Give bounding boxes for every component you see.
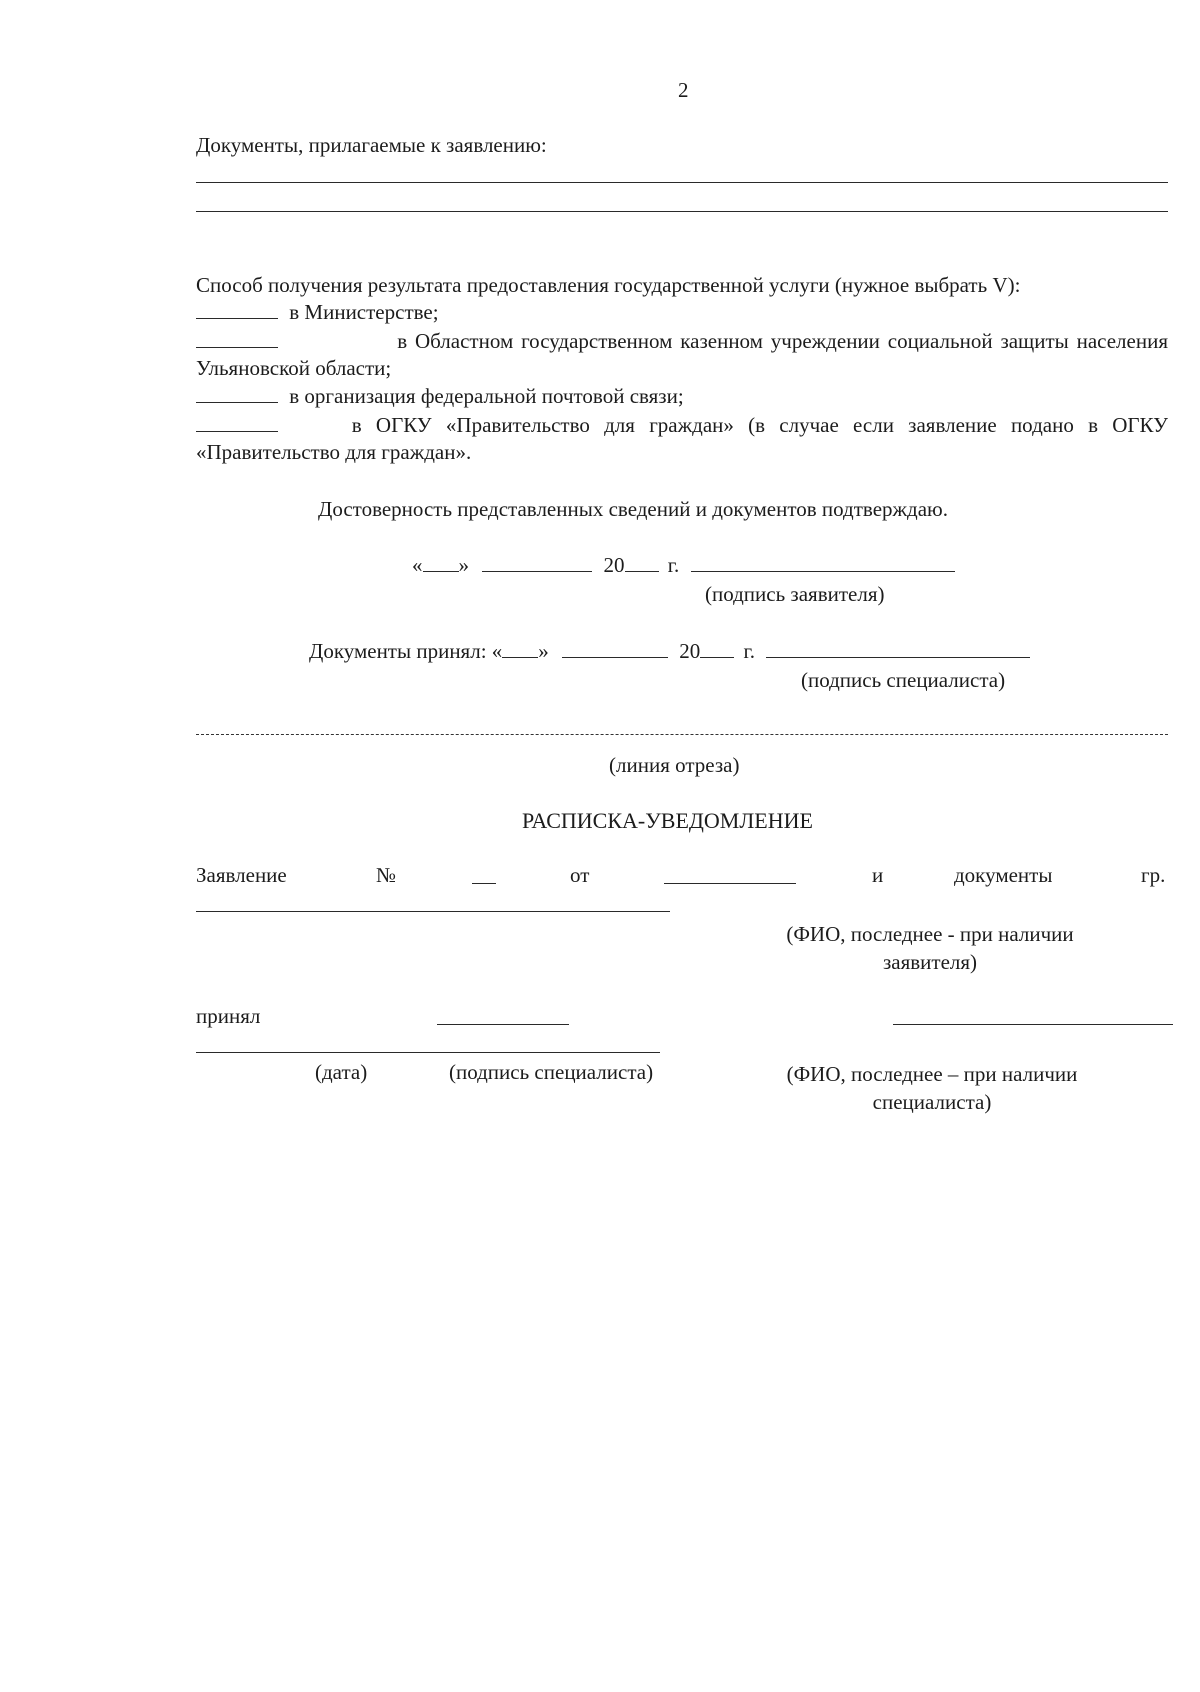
applicant-caption-line-1: (ФИО, последнее - при наличии [786, 922, 1074, 946]
option-4-checkmark-blank[interactable] [196, 413, 278, 432]
delivery-option-1 [196, 300, 439, 325]
receipt-word-from: от [570, 863, 590, 887]
applicant-name-caption [740, 920, 1120, 976]
delivery-option-2 [196, 329, 1168, 354]
delivery-option-3 [196, 384, 684, 409]
receipt-applicant-name-line[interactable] [196, 911, 670, 912]
receipt-word-number: № [376, 863, 397, 887]
option-2-left [196, 329, 278, 354]
applicant-caption-line-2: заявителя) [882, 950, 978, 974]
option-3-checkmark-blank[interactable] [196, 384, 278, 403]
specialist-caption-line-2: специалиста) [872, 1090, 992, 1114]
receipt-word-statement: Заявление [196, 863, 287, 887]
accepted-month-blank[interactable] [562, 639, 668, 658]
quote-open: « [412, 553, 423, 577]
attachments-line-1[interactable] [196, 182, 1168, 183]
delivery-option-4 [196, 413, 1168, 438]
attachments-line-2[interactable] [196, 211, 1168, 212]
receipt-word-documents: документы [954, 863, 1053, 887]
option-1-label: в Министерстве; [289, 300, 439, 324]
delivery-heading: Способ получения результата предоставления государственной услуги (нужное выбрать V): [196, 273, 1021, 297]
accepted-year-prefix: 20 [679, 639, 701, 663]
receipt-number-blank[interactable] [472, 865, 496, 884]
applicant-signature-blank[interactable] [691, 553, 955, 572]
cut-line [196, 734, 1168, 735]
year-blank[interactable] [625, 553, 659, 572]
receipt-word-citizen: гр. [1141, 863, 1166, 887]
accepted-day-blank[interactable] [502, 639, 538, 658]
receipt-row-1 [196, 863, 1168, 893]
option-4-continuation: «Правительство для граждан». [196, 440, 472, 464]
receipt-sign-caption: (подпись специалиста) [449, 1060, 654, 1084]
accepted-label: Документы принял: « [309, 639, 503, 663]
option-2-checkmark-blank[interactable] [196, 329, 278, 348]
date-caption: (дата) [315, 1060, 368, 1084]
receipt-date-signature-line[interactable] [196, 1052, 660, 1053]
accepted-year-suffix: г. [743, 639, 756, 663]
option-2-label: в Областном государственном казенном учреждении социальной защиты населения [397, 329, 1168, 353]
receipt-specialist-name-blank[interactable] [893, 1024, 1173, 1025]
specialist-caption-line-1: (ФИО, последнее – при наличии [786, 1062, 1078, 1086]
receipt-date-blank[interactable] [664, 865, 796, 884]
month-blank[interactable] [482, 553, 592, 572]
applicant-signature-caption: (подпись заявителя) [705, 582, 885, 606]
option-2-continuation: Ульяновской области; [196, 356, 392, 380]
year-prefix: 20 [603, 553, 625, 577]
receipt-accepted-label: принял [196, 1004, 261, 1028]
receipt-title: РАСПИСКА-УВЕДОМЛЕНИЕ [522, 808, 813, 833]
applicant-date-row [412, 553, 955, 578]
specialist-signature-blank[interactable] [766, 639, 1030, 658]
cut-line-caption: (линия отреза) [609, 753, 740, 777]
option-1-checkmark-blank[interactable] [196, 300, 278, 319]
option-4-label: в ОГКУ «Правительство для граждан» (в случае если заявление подано в ОГКУ [351, 413, 1168, 437]
day-blank[interactable] [423, 553, 459, 572]
specialist-name-caption [742, 1060, 1122, 1116]
year-suffix: г. [667, 553, 680, 577]
confirmation-text: Достоверность представленных сведений и документов подтверждаю. [318, 497, 948, 521]
quote-close: » [458, 553, 469, 577]
receipt-accepted-date-blank[interactable] [437, 1024, 569, 1025]
page-number: 2 [678, 78, 689, 102]
option-3-label: в организация федеральной почтовой связи; [289, 384, 684, 408]
receipt-word-and: и [872, 863, 884, 887]
specialist-date-row [309, 639, 1030, 664]
attachments-label: Документы, прилагаемые к заявлению: [196, 133, 547, 157]
specialist-signature-caption: (подпись специалиста) [801, 668, 1006, 692]
accepted-quote-close: » [538, 639, 549, 663]
accepted-year-blank[interactable] [700, 639, 734, 658]
